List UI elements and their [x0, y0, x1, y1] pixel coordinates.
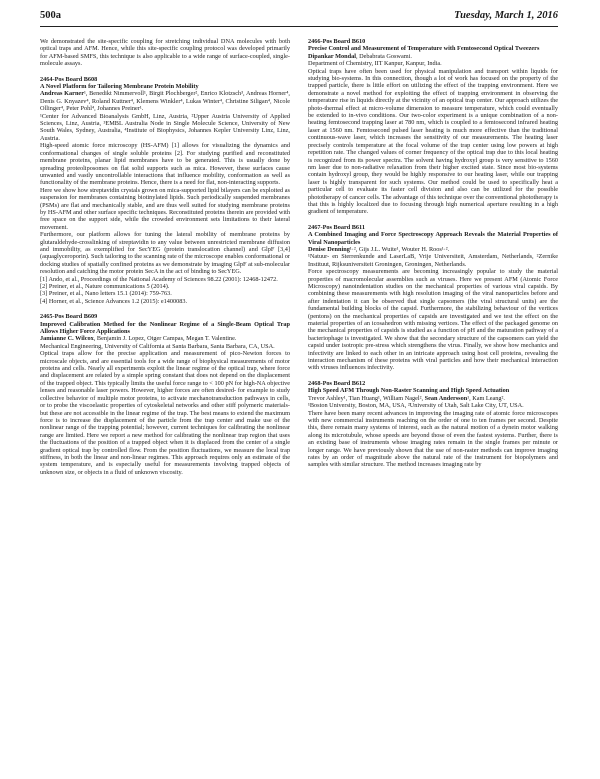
presenting-author: Sean Andersson — [424, 394, 468, 402]
reference: [3] Preiner, et al., Nano letters 15.1 (2014): 759-763. — [40, 290, 172, 298]
co-authors: ¹·², Gijs J.L. Wuite¹, Wouter H. Roos¹·². — [349, 245, 450, 253]
abstract-body — [308, 68, 558, 216]
abstract-id: 2466-Pos Board B610 — [308, 38, 366, 45]
reference: [1] Ando, et al., Proceedings of the National Academy of Sciences 98.22 (2001): 12468-12472. — [40, 275, 278, 283]
co-authors: , Benjamin J. Lopez, Otger Campas, Megan T. Valentine. — [93, 335, 237, 343]
intro-paragraph: We demonstrated the site-specific coupling for stretching individual DNA molecules with both optical traps and AFM. Hence, while this site-specific coupling protocol was developed primarily for AFM-based SMFS, this technique is also applicable to a wide range of surface-coupled, single-molecule assays. — [40, 38, 290, 68]
co-authors: , Debabrata Goswami. — [356, 52, 412, 60]
page-number: 500a — [40, 10, 61, 21]
abstract-body — [40, 350, 290, 476]
abstract-id: 2464-Pos Board B608 — [40, 75, 98, 83]
abstract-paragraph: Force spectroscopy measurements are becoming increasingly popular to study the material properties of macromolecular assemblies such as viruses. Here we present AFM (Atomic Force Microscopy) nanoindentation studies on the mechanical properties of various viral capsids. By combining these measurements with high resolution imaging of the viral nanoparticles before and after indentation it can be observed that single capsomers (the viral structural units) are the fundamental building blocks of the capsid. Furthermore, the stabilizing behaviour of the vertices (pentons) on the mechanical properties of capsids are investigated and we test the effect on the material properties of an icosahedron with missing vertices. The effect of the packaged genome on the mechanical properties of capsids is studied as a function of pH and the maturation pathway of a bacteriophage is investigated. We show that the secondary structure of the capsomers can yield the capsid under isotropic pre-stress which strengthens the virus. Finally, we show how mechanics and infectivity are linked to each other in an intricate approach using host cell proteins, revealing the interaction mechanism of these proteins with viral particles and how their mechanical interaction with viruses influences infectivity. — [308, 268, 558, 372]
abstract-body — [40, 142, 290, 275]
abstract-authors — [308, 395, 558, 402]
abstract-paragraph: Optical traps have often been used for physical manipulation and transport within liquids for studying bio-systems. In this connection, though a lot of work has focused on the property of the trapped particle, there is little effort on utilizing the effect of the trapping environment. Here we demonstrate a novel method for exploiting the effect of trapping environment in observing the temperature rise in liquids directly at the vicinity of an optical trap center. Our approach utilizes the photo-thermal effect at micro-volume dimension to measure temperature, which could eventually be extended to in-vivo conditions. Our two-color experiment is a unique combination of a non-heating femtosecond trapping laser at 780 nm, which is coupled to a femtosecond infrared heating laser at 1560 nm. Femtosecond pulsed laser heating is much more effective than the traditional continuous-wave laser, which increases the sensitivity of our measurements. The heating laser precisely controls temperature at the focal volume of the trap center using low powers at high repetition rate. The changed values of corner frequency of the optical trap due to this local heating is recognized from its power spectra. The solvent having hydroxyl group is very sensitive to 1560 nm laser due to non-radiative relaxation from their higher excited state. Since most bio-systems contain hydroxyl group, they would be highly responsive to our heating laser, while our trapping laser is highly transparent for such systems. Our method could be used to specifically heat a particular cell to evaluate its faster cell division and also can be utilized for the possible phototherapy of cancer cells. The advantage of this technique over the conventional phototherapy is that this is highly localized due to focusing through high numerical aperture resulting in a high gradient of temperature. — [308, 67, 558, 216]
abstract-affiliations: ¹Boston University, Boston, MA, USA, ²University of Utah, Salt Lake City, UT, USA. — [308, 402, 524, 410]
abstract-paragraph: Here we show how streptavidin crystals grown on mica-supported lipid bilayers can be exploited as suspension for membranes containing biotinylated lipids. Such periodically suspended membranes (PSMs) are flat and mechanically stable, and are thus well suited for studying membrane proteins by HS-AFM and other surface specific techniques. Reconstituted proteins therein are provided with free space on the support side, while the crowded environment sets limitations to their lateral movement. — [40, 186, 290, 231]
abstract-paragraph: Optical traps allow for the precise application and measurement of pico-Newton forces to microscale objects, and are essential tools for a wide range of biophysical measurements of motor proteins and cells. Nearly all experiments exploit the linear regime of the optical trap, where force and displacement are related by a simple spring constant that does not depend on the displacement of the trapped object. This typically limits the useful force range to < 100 pN for high-NA objective lenses and reasonable laser powers. However, higher forces are often desired- for example to study collective behavior of multiple motor proteins, to activate mechanotransduction pathways in cells, or to probe the viscoelastic properties of cytoskeletal networks and other stiff polymeric materials-but these are not accessible in the linear regime of the trap. The best means to extend the maximum force is to increase the displacement of the particle from the trap center and make use of the nonlinear range of the trapping potential; however, current techniques for calibrating the nonlinear range are limited. Here we report a new method for calibrating the nonlinear trap region that uses the fluctuations of the position of a trapped object when it is displaced from the center of a single gradient optical trap by controlled flow. From the position fluctuations, we measure the local trap stiffness, in both the linear and non-linear regimes. This approach requires only an estimate of the system temperature, and is especially useful for measurements involving trapped objects of unknown size, or objects in a fluid of unknown viscosity. — [40, 350, 290, 476]
presenting-author: Andreas Karner — [40, 90, 84, 98]
abstract-paragraph: High-speed atomic force microscopy (HS-AFM) [1] allows for visualizing the dynamics and conformational changes of single soluble proteins [2]. For studying purified and reconstituted membrane proteins, planar lipid membranes have to be generated. This is usually done by spreading proteoliposomes on flat solid supports such as mica. However, these surfaces cause unwanted and vastly uncontrollable interactions that influence mobility, conformation as well as functionality of the membrane proteins. Hence, there is a need for flat, non-interacting supports. — [40, 142, 290, 187]
abstract-id: 2468-Pos Board B612 — [308, 379, 366, 387]
abstract-title: A Combined Imaging and Force Spectroscopy Approach Reveals the Material Properties of Viral Nanoparticles — [308, 231, 558, 246]
presenting-author: Jamianne C. Wilcox — [40, 335, 94, 343]
abstract-paragraph: Furthermore, our platform allows for tuning the lateral mobility of membrane proteins by glutaraldehyde-crosslinking of streptavidin to any value between unrestricted membrane diffusion and immobility, as exemplified for SecYEG (protein translocation channel) and GlpF [3,4] (aquaglyceroporin). Such tailoring to the scanning rate of the microscope enables conformational or docking studies of spatially confined proteins as we demonstrate by imaging GlpF at sub-molecular resolution and catching the motor protein SecA in the act of binding to SecYEG. — [40, 231, 290, 276]
abstract-authors — [308, 246, 558, 253]
abstract-title: A Novel Platform for Tailoring Membrane Protein Mobility — [40, 83, 199, 91]
abstract-authors — [40, 335, 290, 342]
abstract-2464 — [40, 76, 290, 306]
abstract-affiliations: ¹Center for Advanced Bioanalysis GmbH, Linz, Austria, ²Upper Austria University of Applied Sciences, Linz, Austria, ³EMBL Australia Node in Single Molecule Science, University of New South Wales, Sydney, Australia, ⁴Institute of Biophysics, Johannes Kepler University Linz, Linz, Austria. — [40, 112, 290, 142]
co-authors-leading: Trevor Ashley¹, Tian Huang¹, William Nagel², — [308, 394, 425, 402]
abstract-2466 — [308, 38, 558, 216]
page-header — [40, 10, 558, 27]
abstract-id: 2467-Pos Board B611 — [308, 223, 365, 231]
co-authors: ¹, Benedikt Nimmervoll¹, Birgit Plochberger², Enrico Klotzsch³, Andreas Horner⁴, Denis G. Knyazev⁴, Roland Kuttner⁴, Klemens Winkler⁴, Lukas Winter⁴, Christine Siligan⁴, Nicole Ollinger⁴, Peter Pohl⁴, Johannes Preiner¹. — [40, 90, 290, 113]
abstract-title: Improved Calibration Method for the Nonlinear Regime of a Single-Beam Optical Trap Allows Higher Force Applications — [40, 320, 290, 336]
left-column — [40, 38, 290, 476]
abstract-2468 — [308, 380, 558, 469]
abstract-paragraph: There have been many recent advances in improving the imaging rate of atomic force microscopes with new commercial instruments reaching on the order of one to ten frames per second. Despite this, there remain many systems of interest, such as the natural motion of a dynein motor walking along its microtubule, whose speeds are beyond those of even the fastest systems. Further, there is an existing base of instruments whose imaging rates remain in the single frames per minute or longer range. We have previously shown that the use of non-raster methods can improve imaging rates by an order of magnitude above the natural rate of the instrument for biopolymers and samples with similar structure. The method increases imaging rate by — [308, 409, 558, 469]
reference-list — [40, 276, 290, 306]
abstract-title: High Speed AFM Through Non-Raster Scanning and High Speed Actuation — [308, 387, 510, 395]
abstract-affiliations: Department of Chemistry, IIT Kanpur, Kanpur, India. — [308, 60, 442, 68]
abstract-authors — [308, 53, 558, 60]
co-authors: ¹, Kam Leang². — [467, 394, 505, 402]
abstract-title: Precise Control and Measurement of Temperature with Femtosecond Optical Tweezers — [308, 45, 540, 53]
abstract-authors — [40, 90, 290, 112]
abstract-body — [308, 410, 558, 469]
right-column — [308, 38, 558, 469]
abstract-body — [308, 268, 558, 372]
abstract-2465 — [40, 313, 290, 476]
reference: [4] Horner, et al., Science Advances 1.2 (2015): e1400083. — [40, 297, 188, 305]
presenting-author: Dipankar Mondal — [308, 52, 356, 60]
reference: [2] Preiner, et al., Nature communications 5 (2014). — [40, 283, 170, 290]
abstract-affiliations: Mechanical Engineering, University of California at Santa Barbara, Santa Barbara, CA, USA. — [40, 342, 275, 350]
abstract-2467 — [308, 224, 558, 372]
abstract-id: 2465-Pos Board B609 — [40, 313, 98, 321]
issue-date: Tuesday, March 1, 2016 — [454, 10, 558, 21]
presenting-author: Denise Denning — [308, 245, 350, 253]
abstract-affiliations: ¹Natuur- en Sterrenkunde and LaserLaB, Vrije Universiteit, Amsterdam, Netherlands, ²Zernike Instituut, Rijksuniversiteit Groningen, Groningen, Netherlands. — [308, 253, 558, 268]
